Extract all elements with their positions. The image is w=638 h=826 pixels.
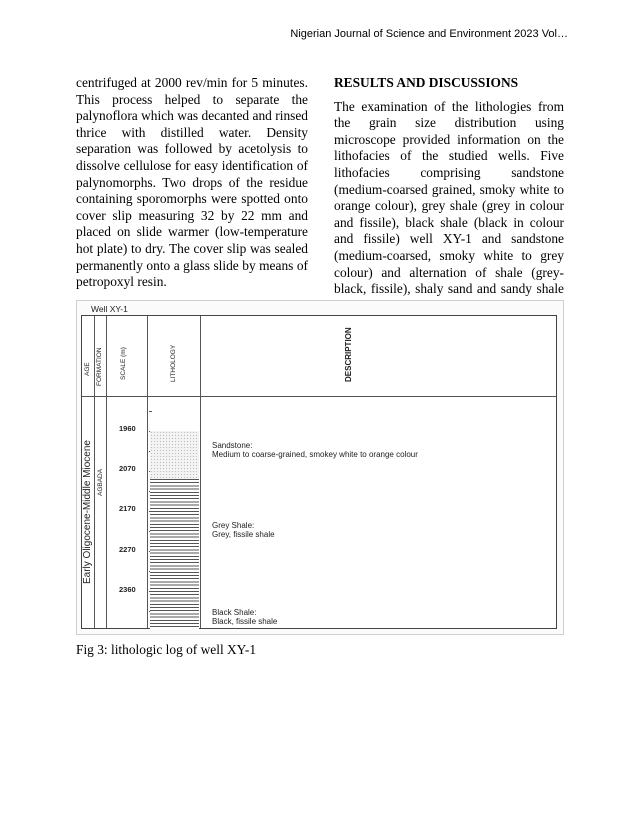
age-header: AGE xyxy=(84,362,91,376)
black-shale-description xyxy=(212,608,277,626)
sandstone-pattern xyxy=(150,431,199,479)
left-column xyxy=(76,75,308,291)
grey-shale-description xyxy=(212,521,275,539)
lithology-header: LITHOLOGY xyxy=(170,344,177,382)
unit-name: Sandstone: xyxy=(212,441,253,450)
right-column-text: The examination of the lithologies from the grain size distribution using microscope provided information on the lithofacies of the studied wells. Five lithofacies comprising sandstone (medium-coarsed grained, smoky white to orange colour), grey shale (grey in colour and fissile), black shale (black in colour and fissile) well XY-1 and sandstone (medium-coarsed, smoky white to grey colour) and alternation of shale (grey- black, fissile), shaly sand and sandy shale xyxy=(334,98,564,297)
unit-detail: Grey, fissile shale xyxy=(212,530,275,539)
depth-label: 2170 xyxy=(119,504,136,513)
age-value: Early Oligocene-Middle Miocene xyxy=(82,440,93,584)
sandstone-description xyxy=(212,441,418,459)
lithologic-log-figure xyxy=(76,300,564,635)
log-table xyxy=(81,315,557,629)
right-column xyxy=(334,75,564,314)
formation-value: AGBADA xyxy=(97,468,104,496)
unit-detail: Medium to coarse-grained, smokey white to orange colour xyxy=(212,450,418,459)
left-column-text: centrifuged at 2000 rev/min for 5 minutes. This process helped to separate the palynoflora which was decanted and rinsed thrice with distilled water. Density separation was followed by acetolysis to dissolve cellulose for easy identification of palynomorphs. Two drops of the residue containing sporomorphs were spotted onto cover slip measuring 32 by 22 mm and placed on slide warmer (low-temperature hot plate) to dry. The cover slip was sealed permanently onto a glass slide by means of petropoxyl resin. xyxy=(76,75,308,290)
column-divider xyxy=(94,316,95,628)
unit-name: Black Shale: xyxy=(212,608,257,617)
column-divider xyxy=(147,316,148,628)
section-heading: RESULTS AND DISCUSSIONS xyxy=(334,75,519,90)
figure-caption: Fig 3: lithologic log of well XY-1 xyxy=(76,642,257,657)
depth-label: 1960 xyxy=(119,424,136,433)
scale-tick xyxy=(149,411,152,412)
unit-detail: Black, fissile shale xyxy=(212,617,278,626)
well-title: Well XY-1 xyxy=(91,304,128,314)
header-divider xyxy=(82,396,556,397)
scale-header: SCALE (m) xyxy=(120,347,127,380)
depth-label: 2270 xyxy=(119,545,136,554)
depth-label: 2360 xyxy=(119,585,136,594)
column-divider xyxy=(200,316,201,628)
journal-header: Nigerian Journal of Science and Environment 2023 Vol… xyxy=(290,28,568,40)
depth-label: 2070 xyxy=(119,464,136,473)
formation-header: FORMATION xyxy=(96,347,103,386)
unit-name: Grey Shale: xyxy=(212,521,255,530)
shale-pattern xyxy=(150,479,199,629)
column-divider xyxy=(106,316,107,628)
description-header: DESCRIPTION xyxy=(344,327,353,382)
